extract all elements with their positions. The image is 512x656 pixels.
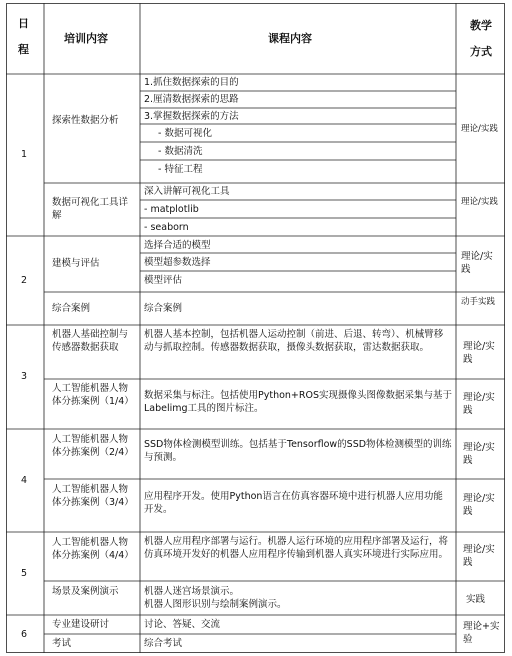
topic-cell: 探索性数据分析 [52, 115, 119, 126]
schedule-table [6, 3, 505, 653]
topic-cell: 数据可视化工具详解 [52, 197, 129, 221]
content-paragraph: 机器人应用程序部署与运行。机器人运行环境的应用程序部署及运行，将仿真环境开发好的机器人应用程序传输到机器人真实环境进行实际应用。 [144, 536, 449, 560]
content-line: 选择合适的模型 [144, 240, 211, 251]
content-line: 3.掌握数据探索的方法 [144, 111, 239, 122]
content-line: - 数据清洗 [158, 146, 203, 157]
topic-cell: 考试 [52, 638, 72, 649]
content-line: 综合考试 [144, 638, 183, 649]
method-cell: 理论/实践 [461, 124, 498, 134]
method-cell: 实践 [466, 594, 486, 605]
topic-cell: 建模与评估 [52, 258, 100, 269]
content-line: 模型超参数选择 [144, 257, 211, 268]
topic-cell: 机器人基础控制与传感器数据获取 [52, 329, 129, 353]
content-line: 模型评估 [144, 275, 183, 286]
content-paragraph: 机器人基本控制，包括机器人运动控制（前进、后退、转弯）、机械臂移动与抓取控制。传感器数据获取，摄像头数据获取，雷达数据获取。 [144, 329, 444, 353]
content-line: - 数据可视化 [158, 128, 212, 139]
header-training-content: 培训内容 [64, 32, 108, 45]
content-line: - matplotlib [144, 204, 199, 215]
content-paragraph: 数据采集与标注。包括使用Python+ROS实现摄像头图像数据采集与基于Labelimg工具的图片标注。 [144, 390, 452, 414]
day-number: 3 [21, 371, 28, 382]
content-line: 2.厘清数据探索的思路 [144, 94, 239, 105]
content-line: 深入讲解可视化工具 [144, 186, 230, 197]
header-method: 教学 方式 [470, 19, 492, 58]
method-cell: 理论/实践 [463, 493, 495, 517]
day-number: 2 [21, 275, 28, 286]
content-line: - seaborn [144, 222, 189, 233]
content-line: 讨论、答疑、交流 [144, 619, 221, 630]
topic-cell: 人工智能机器人物体分拣案例（1/4） [52, 383, 134, 407]
header-day: 日 程 [18, 17, 29, 56]
topic-cell: 综合案例 [52, 303, 91, 314]
topic-cell: 人工智能机器人物体分拣案例（3/4） [52, 484, 134, 508]
day-number: 6 [21, 629, 28, 640]
content-paragraph: 应用程序开发。使用Python语言在仿真容器环境中进行机器人应用功能开发。 [144, 491, 443, 515]
day-number: 1 [21, 149, 28, 160]
topic-cell: 人工智能机器人物体分拣案例（4/4） [52, 537, 134, 561]
method-cell: 理论/实践 [461, 197, 498, 207]
topic-cell: 专业建设研讨 [52, 619, 110, 630]
method-cell: 理论/实践 [463, 544, 495, 568]
day-number: 5 [21, 568, 28, 579]
topic-cell: 场景及案例演示 [52, 586, 119, 597]
content-paragraph: 机器人迷宫场景演示。 机器人图形识别与绘制案例演示。 [144, 586, 287, 610]
content-paragraph: SSD物体检测模型训练。包括基于Tensorflow的SSD物体检测模型的训练与预测。 [144, 439, 452, 463]
day-number: 4 [21, 475, 28, 486]
method-cell: 理论/实践 [461, 251, 493, 275]
header-course-content: 课程内容 [268, 32, 312, 45]
content-line: - 特征工程 [158, 164, 203, 175]
topic-cell: 人工智能机器人物体分拣案例（2/4） [52, 434, 134, 458]
method-cell: 动手实践 [461, 297, 496, 307]
method-cell: 理论/实践 [463, 392, 495, 416]
method-cell: 理论/实践 [463, 442, 495, 466]
method-cell: 理论/实践 [463, 341, 495, 365]
content-line: 1.抓住数据探索的目的 [144, 77, 239, 88]
method-cell: 理论+实验 [463, 621, 500, 645]
content-line: 综合案例 [144, 303, 183, 314]
